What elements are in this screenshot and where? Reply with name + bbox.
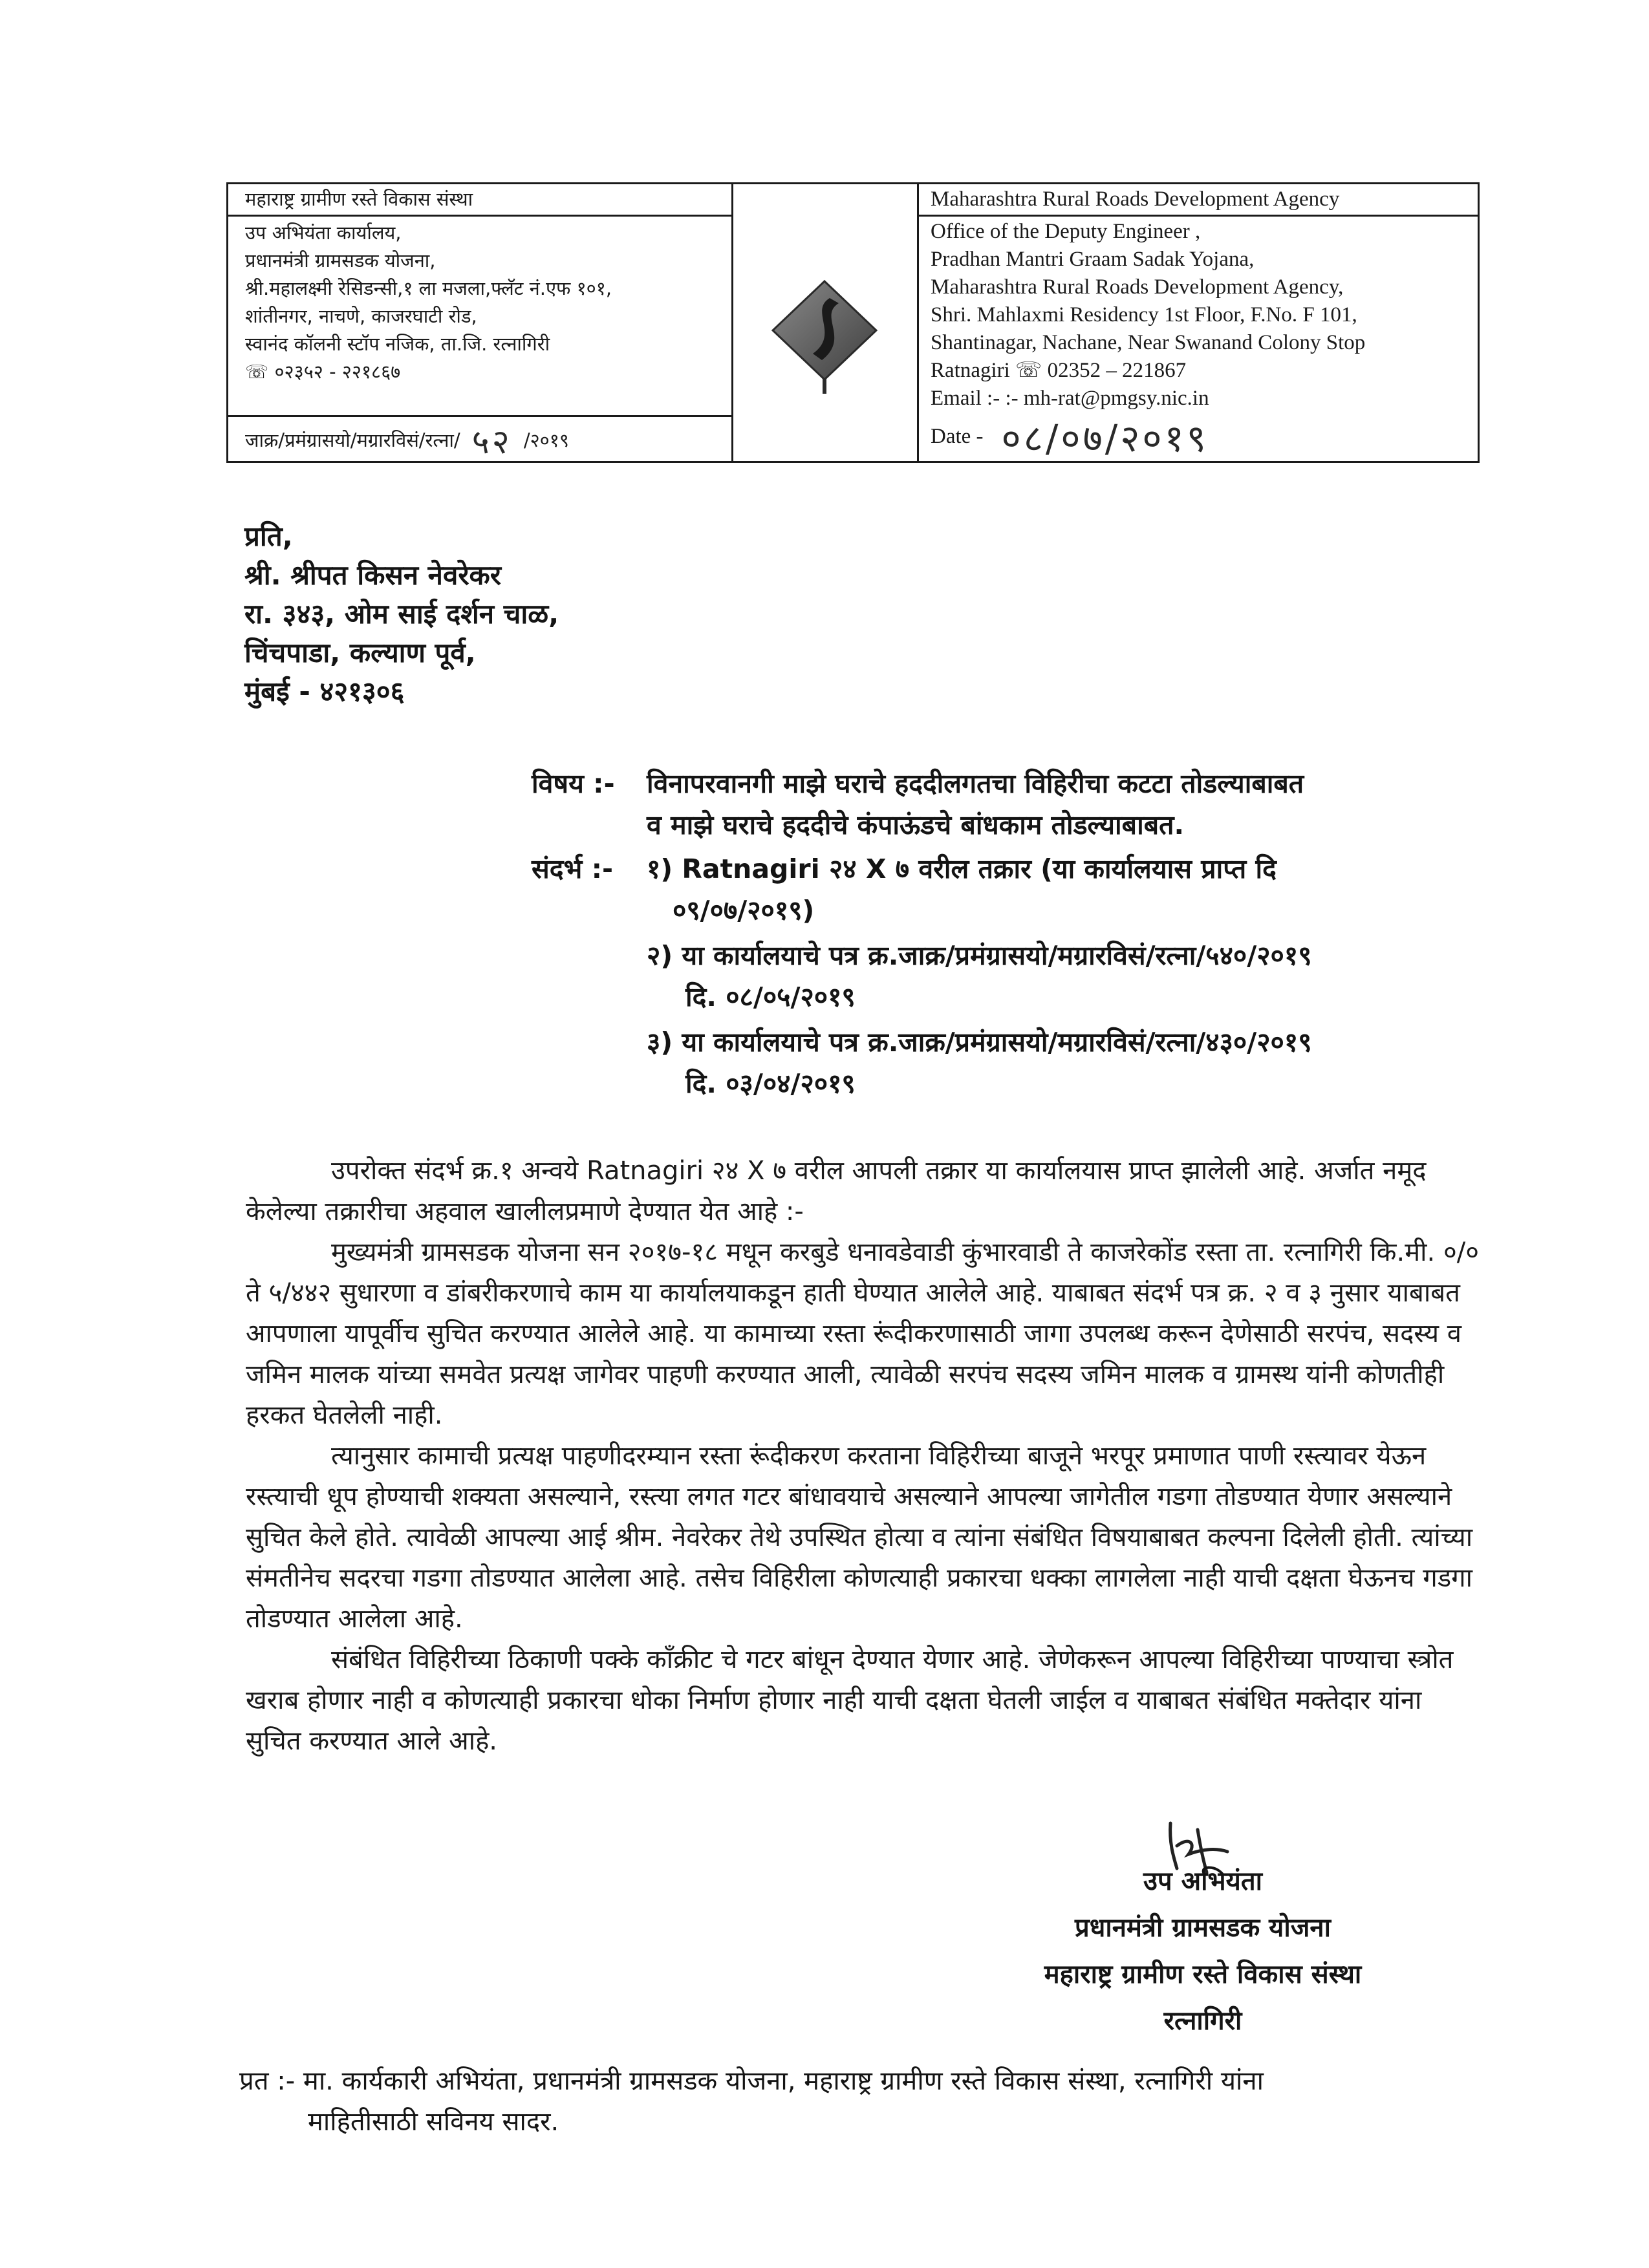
logo-cell — [733, 184, 916, 461]
body-paragraph: उपरोक्त संदर्भ क्र.१ अन्वये Ratnagiri २४ X ७ वरील आपली तक्रार या कार्यालयास प्राप्त झालेली आहे. अर्जात नमूद केलेल्या तक्रारीचा अहवाल खालीलप्रमाणे देण्यात येत आहे :- — [246, 1156, 1427, 1226]
reference-item: १) Ratnagiri २४ X ७ वरील तक्रार (या कार्यालयास प्राप्त दि — [647, 853, 1277, 884]
recipient-line: मुंबई - ४२१३०६ — [244, 676, 405, 707]
address-line: Shantinagar, Nachane, Near Swanand Colony Stop — [931, 331, 1366, 354]
column-divider — [917, 184, 919, 461]
signatory-designation: उप अभियंता — [1143, 1867, 1262, 1896]
signatory-line: महाराष्ट्र ग्रामीण रस्ते विकास संस्था — [1044, 1960, 1362, 1989]
date-handwritten: ०८/०७/२०१९ — [1001, 416, 1209, 460]
copy-to — [239, 2061, 1264, 2143]
letterhead-table — [226, 182, 1480, 463]
body-paragraph: संबंधित विहिरीच्या ठिकाणी पक्के कॉंक्रीट चे गटर बांधून देण्यात येणार आहे. जेणेकरून आपल्या विहिरीच्या पाण्याचा स्त्रोत खराब होणार नाही व कोणत्याही प्रकारचा धोका निर्माण होणार नाही याची दक्षता घेतली जाईल व याबाबत संबंधित मक्तेदार यांना सुचित करण्यात आले आहे. — [246, 1645, 1454, 1756]
body-paragraph: मुख्यमंत्री ग्रामसडक योजना सन २०१७-१८ मधून करबुडे धनावडेवाडी कुंभारवाडी ते काजरेकोंड रस्ता ता. रत्नागिरी कि.मी. ०/० ते ५/४४२ सुधारणा व डांबरीकरणाचे काम या कार्यालयाकडून हाती घेण्यात आलेले आहे. याबाबत संदर्भ पत्र क्र. २ व ३ नुसार याबाबत आपणाला यापूर्वीच सुचित करण्यात आलेले आहे. या कामाच्या रस्ता रूंदीकरणासाठी जागा उपलब्ध करून देणेसाठी सरपंच, सदस्य व जमिन मालक यांच्या समवेत प्रत्यक्ष जागेवर पाहणी करण्यात आली, त्यावेळी सरपंच सदस्य जमिन मालक व ग्रामस्थ यांनी कोणतीही हरकत घेतलेली नाही. — [246, 1237, 1480, 1430]
reference-item: ३) या कार्यालयाचे पत्र क्र.जाक्र/प्रमंग्रासयो/मग्रारविसं/रत्ना/४३०/२०१९ — [647, 1027, 1312, 1058]
recipient-line: रा. ३४३, ओम साई दर्शन चाळ, — [244, 598, 559, 630]
address-line: शांतीनगर, नाचणे, काजरघाटी रोड, — [245, 305, 477, 327]
office-address-marathi — [245, 219, 612, 386]
reference-item: २) या कार्यालयाचे पत्र क्र.जाक्र/प्रमंग्रासयो/मग्रारविसं/रत्ना/५४०/२०१९ — [647, 940, 1312, 971]
recipient-address — [244, 517, 559, 711]
agency-name-english: Maharashtra Rural Roads Development Agency — [931, 187, 1340, 211]
signatory-line: रत्नागिरी — [1163, 2006, 1242, 2036]
address-line: Shri. Mahlaxmi Residency 1st Floor, F.No. F 101, — [931, 303, 1357, 326]
reference-item: दि. ०८/०५/२०१९ — [685, 981, 856, 1012]
subject-line: व माझे घराचे हददीचे कंपाऊंडचे बांधकाम तोडल्याबाबत. — [647, 809, 1185, 840]
road-diamond-sign-icon — [733, 184, 916, 461]
copy-to-line: प्रत :- मा. कार्यकारी अभियंता, प्रधानमंत्री ग्रामसडक योजना, महाराष्ट्र ग्रामीण रस्ते विकास संस्था, रत्नागिरी यांना — [239, 2066, 1264, 2096]
letter-body — [246, 1151, 1483, 1762]
row-divider — [917, 215, 1480, 217]
office-address-english — [931, 218, 1365, 412]
recipient-line: प्रति, — [244, 520, 293, 552]
reference-item: ०९/०७/२०१९) — [673, 895, 815, 926]
subject-label: विषय :- — [532, 768, 615, 799]
recipient-name: श्री. श्रीपत किसन नेवरेकर — [244, 559, 501, 591]
agency-name-marathi: महाराष्ट्र ग्रामीण रस्ते विकास संस्था — [245, 188, 473, 210]
phone-line: Ratnagiri ☏ 02352 – 221867 — [931, 359, 1187, 382]
body-paragraph: त्यानुसार कामाची प्रत्यक्ष पाहणीदरम्यान रस्ता रूंदीकरण करताना विहिरीच्या बाजूने भरपूर प्रमाणात पाणी रस्त्यावर येऊन रस्त्याची धूप होण्याची शक्यता असल्याने, रस्त्या लगत गटर बांधावयाचे असल्याने आपल्या जागेतील गडगा तोडण्यात येणार असल्याने सुचित केले होते. त्यावेळी आपल्या आई श्रीम. नेवरेकर तेथे उपस्थित होत्या व त्यांना संबंधित विषयाबाबत कल्पना दिलेली होती. त्यांच्या संमतीनेच सदरचा गडगा तोडण्यात आलेला आहे. तसेच विहिरीला कोणत्याही प्रकारचा धक्का लागलेला नाही याची दक्षता घेऊनच गडगा तोडण्यात आलेला आहे. — [246, 1441, 1473, 1634]
reference-label: संदर्भ :- — [532, 853, 613, 884]
address-line: प्रधानमंत्री ग्रामसडक योजना, — [245, 250, 436, 272]
subject-line: विनापरवानगी माझे घराचे हददीलगतचा विहिरीचा कटटा तोडल्याबाबत — [647, 768, 1304, 799]
recipient-line: चिंचपाडा, कल्याण पूर्व, — [244, 637, 476, 669]
ref-prefix: जाक्र/प्रमंग्रासयो/मग्रारविसं/रत्ना/ — [245, 429, 460, 451]
phone-line: ☏ ०२३५२ - २२१८६७ — [245, 361, 401, 383]
date-label: Date - — [931, 424, 984, 448]
date-row — [931, 416, 1209, 460]
reference-number-row — [245, 420, 569, 461]
reference-item: दि. ०३/०४/२०१९ — [685, 1068, 856, 1099]
email-line: Email :- :- mh-rat@pmgsy.nic.in — [931, 387, 1209, 410]
address-line: Office of the Deputy Engineer , — [931, 220, 1201, 243]
address-line: उप अभियंता कार्यालय, — [245, 222, 402, 244]
ref-suffix: /२०१९ — [523, 429, 569, 451]
address-line: Pradhan Mantri Graam Sadak Yojana, — [931, 248, 1255, 271]
address-line: श्री.महालक्ष्मी रेसिडन्सी,१ ला मजला,फ्लॅट नं.एफ १०१, — [245, 277, 612, 299]
copy-to-line: माहितीसाठी सविनय सादर. — [308, 2107, 559, 2137]
address-line: Maharashtra Rural Roads Development Agency, — [931, 275, 1344, 299]
signatory-line: प्रधानमंत्री ग्रामसडक योजना — [1075, 1913, 1331, 1943]
address-line: स्वानंद कॉलनी स्टॉप नजिक, ता.जि. रत्नागिरी — [245, 333, 550, 355]
row-divider — [228, 215, 731, 217]
ref-number-handwritten: ५२ — [471, 422, 512, 462]
